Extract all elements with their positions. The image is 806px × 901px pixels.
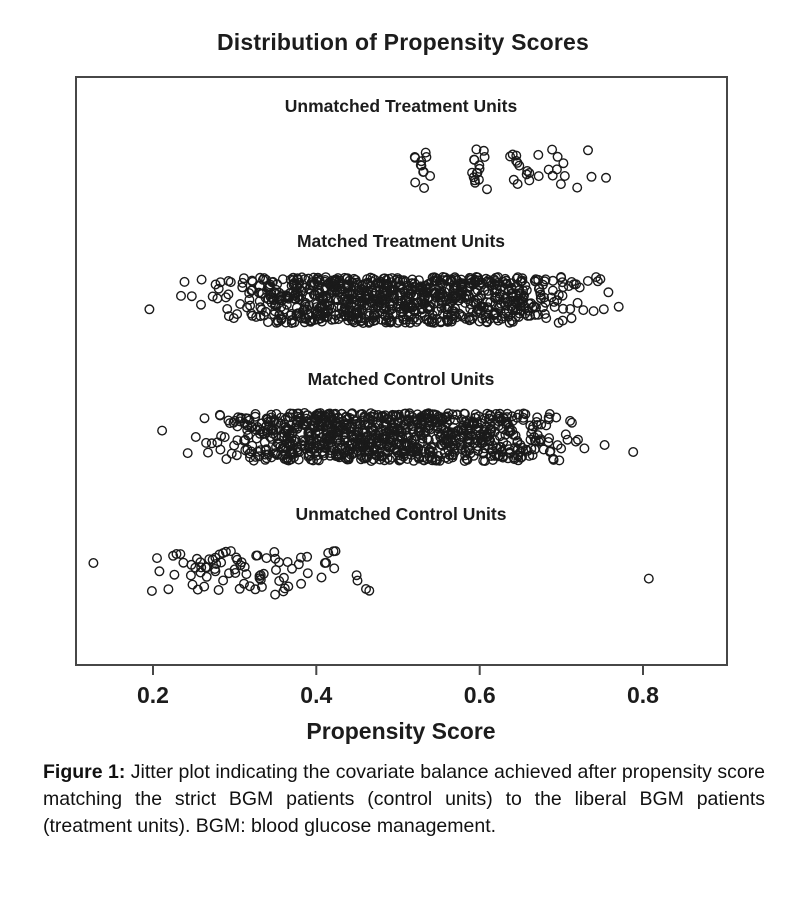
data-point <box>561 172 570 181</box>
figure-container <box>0 26 806 901</box>
data-point <box>233 451 242 460</box>
data-point <box>317 573 326 582</box>
x-tick-label-0.8: 0.8 <box>627 682 659 708</box>
data-point <box>188 580 197 589</box>
data-point <box>180 278 189 287</box>
x-tick-label-0.2: 0.2 <box>137 682 169 708</box>
data-point <box>227 449 236 458</box>
data-point <box>222 455 231 464</box>
strip-label-unmatched-control: Unmatched Control Units <box>295 504 507 524</box>
x-axis-title: Propensity Score <box>306 718 496 744</box>
data-point <box>204 448 213 457</box>
data-point <box>148 587 157 596</box>
data-point <box>271 590 280 599</box>
data-point <box>219 576 228 585</box>
data-point <box>352 571 361 580</box>
data-point <box>580 444 589 453</box>
data-point <box>604 288 613 297</box>
data-point <box>214 586 223 595</box>
figure-caption-label: Figure 1: <box>43 761 126 783</box>
data-point <box>264 318 273 327</box>
data-point <box>534 172 543 181</box>
data-point <box>164 585 173 594</box>
data-point <box>568 418 577 427</box>
data-point <box>602 174 611 183</box>
data-point <box>179 558 188 567</box>
data-point <box>483 185 492 194</box>
data-point <box>197 275 206 284</box>
data-point <box>572 437 581 446</box>
data-point <box>155 567 164 576</box>
strip-label-unmatched-treatment: Unmatched Treatment Units <box>284 96 518 116</box>
figure-caption-text: Jitter plot indicating the covariate balance achieved after propensity score matching the strict BGM patients (control units) to the liberal BGM patients (treatment units). BGM: blood glucose management. <box>43 761 766 837</box>
jitter-plot <box>0 58 806 753</box>
data-point <box>614 302 623 311</box>
data-point <box>170 570 179 579</box>
data-point <box>158 426 167 435</box>
data-point <box>470 156 479 165</box>
data-point <box>145 305 154 314</box>
strip-label-matched-control: Matched Control Units <box>307 369 495 389</box>
x-tick-label-0.6: 0.6 <box>463 682 496 708</box>
data-point <box>629 448 638 457</box>
data-point <box>600 441 609 450</box>
data-point <box>645 574 654 583</box>
data-point <box>188 292 197 301</box>
data-point <box>420 184 429 193</box>
figure-caption <box>43 759 765 840</box>
data-point <box>177 292 186 301</box>
data-point <box>584 277 593 286</box>
data-point <box>304 569 313 578</box>
x-tick-label-0.4: 0.4 <box>300 682 333 708</box>
data-point <box>573 183 582 192</box>
data-point <box>187 571 196 580</box>
data-point <box>183 449 192 458</box>
data-point <box>579 306 588 315</box>
data-point <box>562 430 571 439</box>
data-point <box>584 146 593 155</box>
data-point <box>297 580 306 589</box>
data-point <box>200 414 209 423</box>
data-point <box>89 559 98 568</box>
data-point <box>587 173 596 182</box>
data-point <box>506 152 515 161</box>
data-point <box>279 587 288 596</box>
data-point <box>262 554 271 563</box>
strip-label-matched-treatment: Matched Treatment Units <box>296 231 506 251</box>
data-point <box>192 433 201 442</box>
data-point <box>153 554 162 563</box>
data-point <box>202 573 211 582</box>
data-point <box>330 564 339 573</box>
data-point <box>411 178 420 187</box>
data-point <box>557 180 566 189</box>
data-point <box>197 300 206 309</box>
data-point <box>589 307 598 316</box>
data-point <box>563 435 572 444</box>
data-point <box>272 566 281 575</box>
data-point <box>600 305 609 314</box>
data-point <box>567 314 576 323</box>
data-point <box>553 153 562 162</box>
data-point <box>534 151 543 160</box>
chart-title: Distribution of Propensity Scores <box>216 29 590 55</box>
